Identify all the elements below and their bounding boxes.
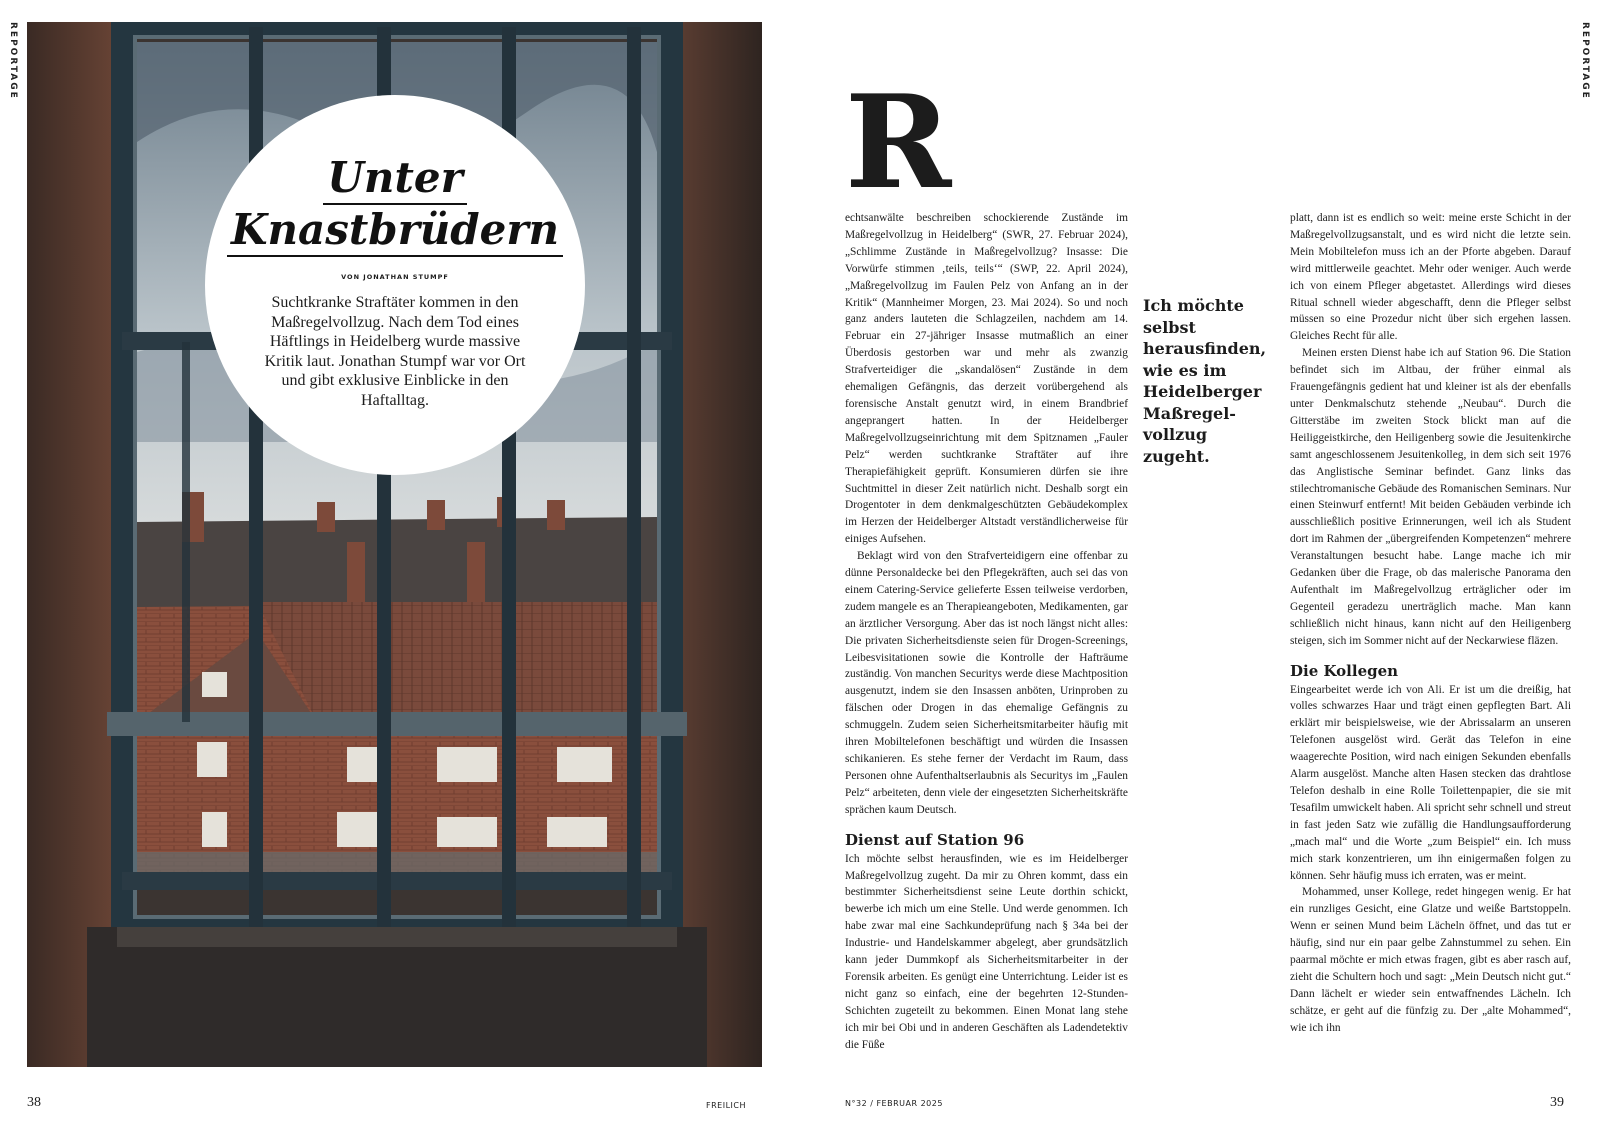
title-line-2: Knastbrüdern bbox=[227, 205, 563, 257]
byline: VON JONATHAN STUMPF bbox=[341, 273, 449, 281]
right-page bbox=[800, 0, 1600, 1127]
footer-magazine: FREILICH bbox=[706, 1101, 746, 1110]
subheading: Dienst auf Station 96 bbox=[845, 830, 1025, 849]
text-column-1 bbox=[845, 210, 1128, 1054]
paragraph: Eingearbeitet werde ich von Ali. Er ist um die dreißig, hat volles schwarzes Haar und trägt einen gepflegten Bart. Ali erklärt mir beispielsweise, wie der Abrissalarm an unseren Telefonen ausgelöst wird. Gerät das Telefon in eine waagerechte Position, wird nach einigen Sekunden ebenfalls Alarm ausgelöst. Manche alten Hasen stecken das drahtlose Telefon deshalb in eine Rolle Toilettenpapier, die sie mit Tesafilm umwickelt haben. Ali spricht sehr schnell und streut in fast jeden Satz wie zufällig die Handlungsaufforderung „mach mal“ und die Worte „zum Beispiel“ ein. Ich muss mich stark konzentrieren, um ihn einigermaßen folgen zu können. Sehr häufig muss ich erraten, was er meint. bbox=[1290, 683, 1571, 882]
paragraph: Beklagt wird von den Strafverteidigern eine offenbar zu dünne Personaldecke bei den Pflegekräften, auch sei das von einem Catering-Service gelieferte Essen teilweise verdorben, zudem mangele es an Therapieangeboten, Medikamenten, gar an ärztlicher Versorgung. Aber das ist noch längst nicht alles: Die privaten Sicherheitsdienste seien für Drogen-Screenings, Leibesvisitationen sowie die Kontrolle der Hafträume zuständig. Von manchen Securitys werde diese Machtposition ausgenutzt, indem sie den Insassen anböten, Urinproben zu fälschen oder Drogen in das ehemalige Gefängnis zu schmuggeln. Zudem seien Sicherheitsmitarbeiter häufig mit ihren Mobiltelefonen beschäftigt und würden die Insassen schikanieren. Es stehe ferner der Verdacht im Raum, dass Personen ohne Aufenthaltserlaubnis als Securitys im „Faulen Pelz“ arbeiteten, denn viele der eingesetzten Sicherheitskräfte sprächen kaum Deutsch. bbox=[845, 550, 1128, 816]
paragraph: Mohammed, unser Kollege, redet hingegen wenig. Er hat ein runzliges Gesicht, eine Glatze und weiße Bartstoppeln. Wenn er seinen Mund beim Lächeln öffnet, und das tut er häufig, sind nur ein paar gelbe Zahnstummel zu sehen. Ein paarmal möchte er mich etwas fragen, gibt es aber rasch auf, zieht die Schultern hoch und sagt: „Mein Deutsch nicht gut.“ Dann lächelt er wieder sein entwaffnendes Lächeln. Ich schätze, er geht auf die fünfzig zu. Der „alte Mohammed“, wie ich ihn bbox=[1290, 886, 1571, 1034]
page-number-left: 38 bbox=[27, 1095, 41, 1110]
title-circle bbox=[205, 95, 585, 475]
title-line-1: Unter bbox=[323, 153, 466, 205]
paragraph: platt, dann ist es endlich so weit: meine erste Schicht in der Maßregelvollzugsanstalt, und es wird nicht die letzte sein. Mein Mobiltelefon muss ich an der Pforte abgeben. Darauf wird mittlerweile geachtet. Mehr oder weniger. Auch werde ich von einem Pfleger abgetastet. Allerdings wird dieses Ritual schnell wieder abgeschafft, denn die Pfleger selbst müssen so eine Prozedur nicht über sich ergehen lassen. Gleiches Recht für alle. bbox=[1290, 212, 1571, 343]
paragraph: Meinen ersten Dienst habe ich auf Station 96. Die Station befindet sich im Altbau, der früher einmal als Frauengefängnis gedient hat und kleiner ist als der ebenfalls unter Denkmalschutz stehende „Neubau“. Durch die Gitterstäbe im zweiten Stock blickt man auf die Heiliggeistkirche, den Heiligenberg sowie die Jesuitenkirche samt angeschlossenem Jesuitenkolleg, in dem sich seit 1976 das Anglistische Seminar befindet. Ganz links das stilechtromanische Gebäude des Romanischen Seminars. Nur einen Steinwurf entfernt! Mit beiden Gebäuden verbinde ich ausschließlich positive Erinnerungen, weil ich als Student dort im Rahmen der „übergreifenden Kompetenzen“ mehrere Veranstaltungen besucht habe. Lange mache ich mir Gedanken über die Frage, ob das malerische Panorama den Aufenthalt im Maßregelvollzug erträglicher oder im Gegenteil geradezu unerträglich mache. Man kann schließlich nicht hinaus, kann nicht auf den Heiligenberg steigen, sich im Sommer nicht auf der Neckarwiese fläzen. bbox=[1290, 347, 1571, 647]
footer-issue: N°32 / FEBRUAR 2025 bbox=[845, 1099, 943, 1108]
subheading: Die Kollegen bbox=[1290, 661, 1399, 680]
text-column-2 bbox=[1290, 210, 1571, 1037]
paragraph: Ich möchte selbst herausfinden, wie es im Heidelberger Maßregelvollzug zugeht. Da mir zu Ohren kommt, dass ein bestimmter Sicherheitsdienst seine Leute dorthin schickt, bewerbe ich mich um eine Stelle. Und werde genommen. Ich habe zwar mal eine Sachkundeprüfung nach § 34a bei der Industrie- und Handelskammer abgelegt, aber grundsätzlich kann jeder Dummkopf als Sicherheitsmitarbeiter in der Forensik arbeiten. Es genügt eine Unterrichtung. Leider ist es nicht ganz so einfach, eine der begehrten 12-Stunden-Schichten zugeteilt zu bekommen. Einen Monat lang stehe ich mir bei Obi und in anderen Geschäften als Ladendetektiv die Füße bbox=[845, 852, 1128, 1051]
section-label-left: REPORTAGE bbox=[8, 22, 18, 100]
paragraph: echtsanwälte beschreiben schockierende Zustände im Maßregelvollzug in Heidelberg“ (SWR, 27. Februar 2024), „Schlimme Zustände in Maßregelvollzug? Insasse: Die Vorwürfe stimmen ‚teils, teils‘“ (SWP, 22. April 2024), „Maßregelvollzug im Faulen Pelz von Anfang an in der Kritik“ (Mannheimer Morgen, 23. Mai 2024). So und noch ganz anders lauteten die Schlagzeilen, nachdem am 14. Februar ein 27-jähriger Insasse mutmaßlich an einer Überdosis gestorben war und mehr als zwanzig Strafverteidiger die „skandalösen“ Zustände in dem ehemaligen Gefängnis, das derzeit vorübergehend als forensische Anstalt genutzt wird, in einem Brandbrief angeprangert hatten. In der Heidelberger Maßregelvollzugseinrichtung mit dem Spitznamen „Fauler Pelz“ werden suchtkranke Straftäter auf ihre Therapiefähigkeit geprüft. Konsumieren dürfen sie ihre Suchtmittel in dieser Zeit natürlich nicht. Deshalb sorgt ein Drogentoter in dem denkmalgeschützten Gebäudekomplex im Herzen der Heidelberger Altstadt verständlicherweise für einiges Aufsehen. bbox=[845, 212, 1128, 546]
page-number-right: 39 bbox=[1550, 1095, 1564, 1110]
article-title bbox=[205, 153, 585, 257]
pull-quote: Ich möchte selbst herausfinden, wie es im Heidelberger Maßregel-vollzug zugeht. bbox=[1143, 296, 1267, 466]
intro-text: Suchtkranke Straftäter kommen in den Maßregelvollzug. Nach dem Tod eines Häftlings in Heidelberg wurde massive Kritik laut. Jonathan Stumpf war vor Ort und gibt exklusive Einblicke in den Haftalltag. bbox=[264, 294, 526, 409]
section-label-right: REPORTAGE bbox=[1580, 22, 1590, 100]
drop-cap: R bbox=[845, 68, 952, 218]
